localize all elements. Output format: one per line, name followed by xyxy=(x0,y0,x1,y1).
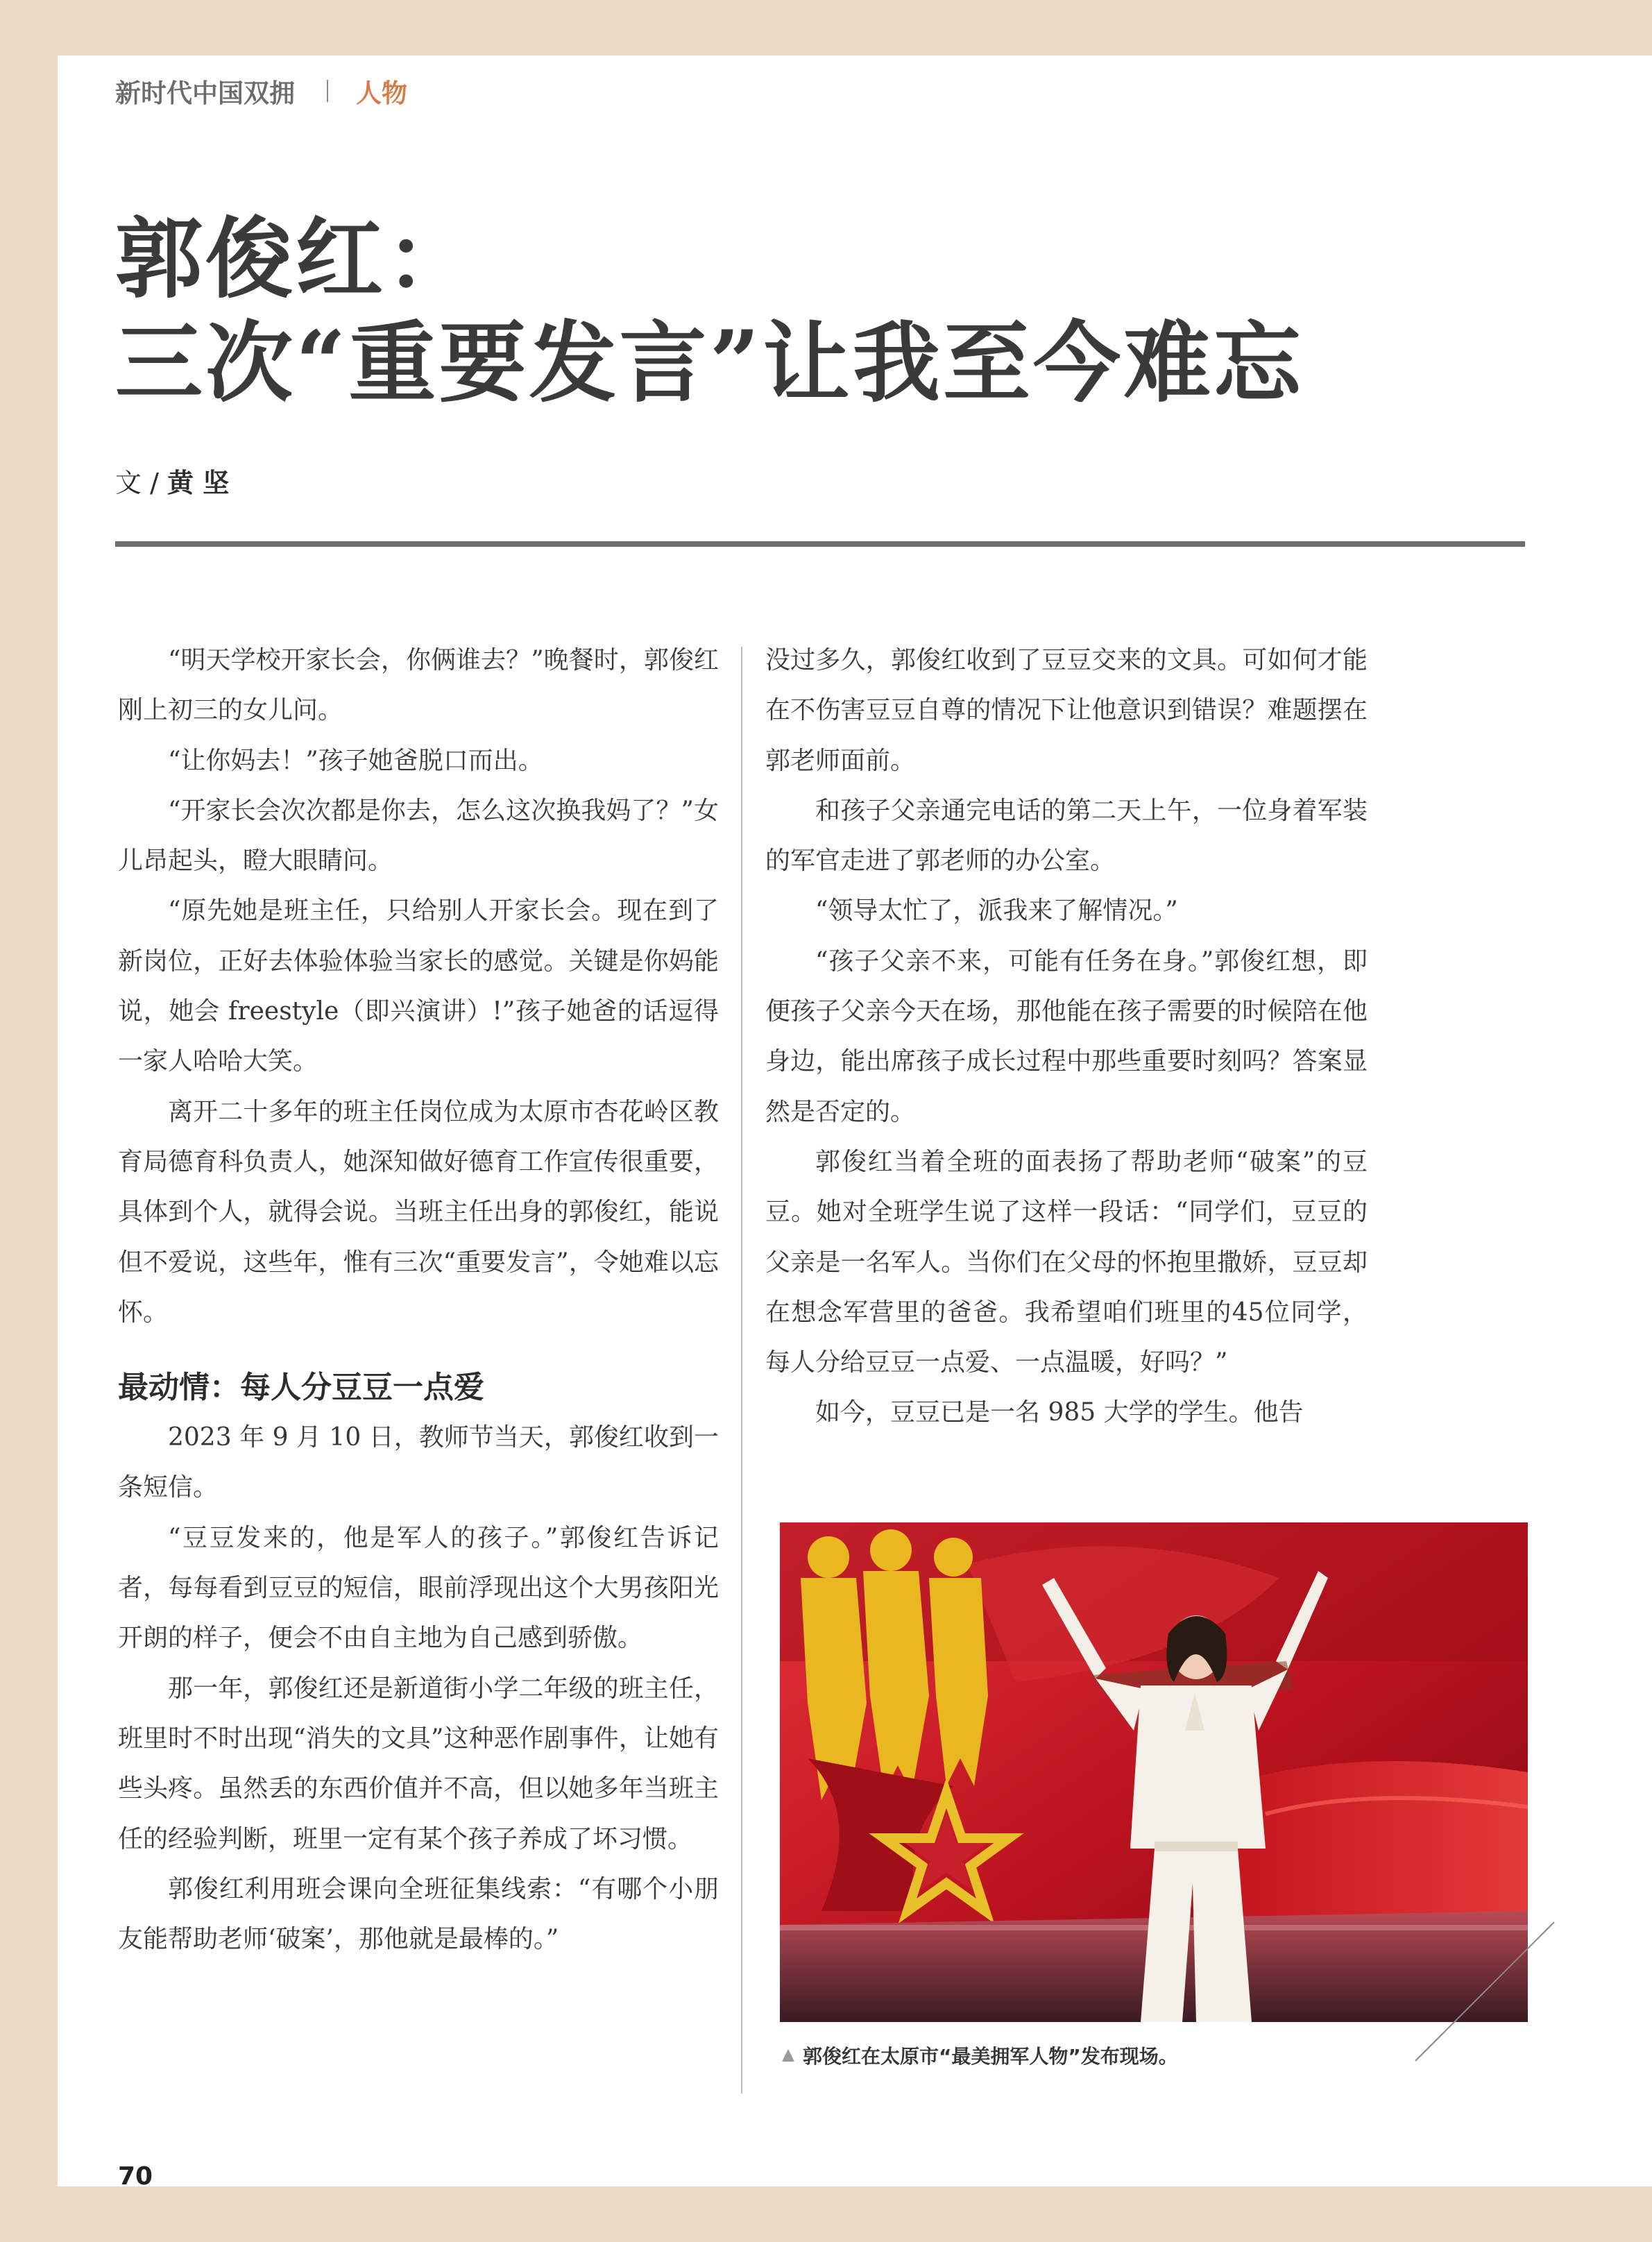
decorative-diagonal-line xyxy=(1408,1915,1561,2068)
paragraph: “豆豆发来的，他是军人的孩子。”郭俊红告诉记者，每每看到豆豆的短信，眼前浮现出这个大男孩阳光开朗的样子，便会不由自主地为自己感到骄傲。 xyxy=(118,1523,719,1653)
page-number: 70 xyxy=(118,2162,153,2191)
paragraph: 2023 年 9 月 10 日，教师节当天，郭俊红收到一条短信。 xyxy=(118,1423,719,1502)
caption-triangle-icon xyxy=(782,2049,794,2062)
paragraph: “领导太忙了，派我来了解情况。” xyxy=(815,897,1178,926)
paragraph: 郭俊红当着全班的面表扬了帮助老师“破案”的豆豆。她对全班学生说了这样一段话：“同学们，豆豆的父亲是一名军人。当你们在父母的怀抱里撒娇，豆豆却在想念军营里的爸爸。我希望咱们班里的45位同学，每人分给豆豆一点爱、一点温暖，好吗？” xyxy=(765,1147,1368,1377)
photo-caption xyxy=(782,2041,1178,2069)
paragraph: “孩子父亲不来，可能有任务在身。”郭俊红想，即便孩子父亲今天在场，那他能在孩子需要的时候陪在他身边，能出席孩子成长过程中那些重要时刻吗？答案显然是否定的。 xyxy=(765,946,1368,1126)
paragraph: “让你妈去！”孩子她爸脱口而出。 xyxy=(168,746,543,775)
paragraph: 郭俊红利用班会课向全班征集线索：“有哪个小朋友能帮助老师‘破案’，那他就是最棒的。” xyxy=(118,1874,719,1954)
publication-name: 新时代中国双拥 xyxy=(115,78,295,108)
column-divider xyxy=(741,647,742,2094)
byline-prefix: 文 / xyxy=(115,468,167,498)
paragraph: 离开二十多年的班主任岗位成为太原市杏花岭区教育局德育科负责人，她深知做好德育工作宣传很重要，具体到个人，就得会说。当班主任出身的郭俊红，能说但不爱说，这些年，惟有三次“重要发言”，令她难以忘怀。 xyxy=(118,1097,719,1327)
paragraph: “开家长会次次都是你去，怎么这次换我妈了？”女儿昂起头，瞪大眼睛问。 xyxy=(118,796,719,876)
paragraph: 如今，豆豆已是一名 985 大学的学生。他告 xyxy=(815,1398,1304,1427)
title-line-2: 三次“重要发言”让我至今难忘 xyxy=(115,312,1304,414)
running-header xyxy=(115,72,407,110)
paragraph: “明天学校开家长会，你俩谁去？”晚餐时，郭俊红刚上初三的女儿问。 xyxy=(118,646,719,725)
article-title xyxy=(115,207,1304,415)
caption-text: 郭俊红在太原市“最美拥军人物”发布现场。 xyxy=(803,2045,1178,2068)
left-column xyxy=(118,636,719,1964)
paragraph: “原先她是班主任，只给别人开家长会。现在到了新岗位，正好去体验体验当家长的感觉。关键是你妈能说，她会 freestyle（即兴演讲）!”孩子她爸的话逗得一家人哈哈大笑。 xyxy=(118,897,719,1076)
section-subheading: 最动情：每人分豆豆一点爱 xyxy=(118,1370,484,1406)
title-line-1: 郭俊红： xyxy=(115,207,476,310)
paragraph: 那一年，郭俊红还是新道街小学二年级的班主任，班里时不时出现“消失的文具”这种恶作剧事件，让她有些头疼。虽然丢的东西价值并不高，但以她多年当班主任的经验判断，班里一定有某个孩子养成了坏习惯。 xyxy=(118,1674,719,1853)
header-separator xyxy=(327,80,328,102)
byline-author: 黄 坚 xyxy=(167,468,230,498)
byline xyxy=(115,461,229,500)
title-rule xyxy=(115,541,1525,547)
paragraph: 和孩子父亲通完电话的第二天上午，一位身着军装的军官走进了郭老师的办公室。 xyxy=(765,796,1368,876)
paragraph: 没过多久，郭俊红收到了豆豆交来的文具。可如何才能在不伤害豆豆自尊的情况下让他意识到错误？难题摆在郭老师面前。 xyxy=(765,646,1368,775)
right-column xyxy=(765,636,1368,1438)
section-category: 人物 xyxy=(356,78,407,108)
